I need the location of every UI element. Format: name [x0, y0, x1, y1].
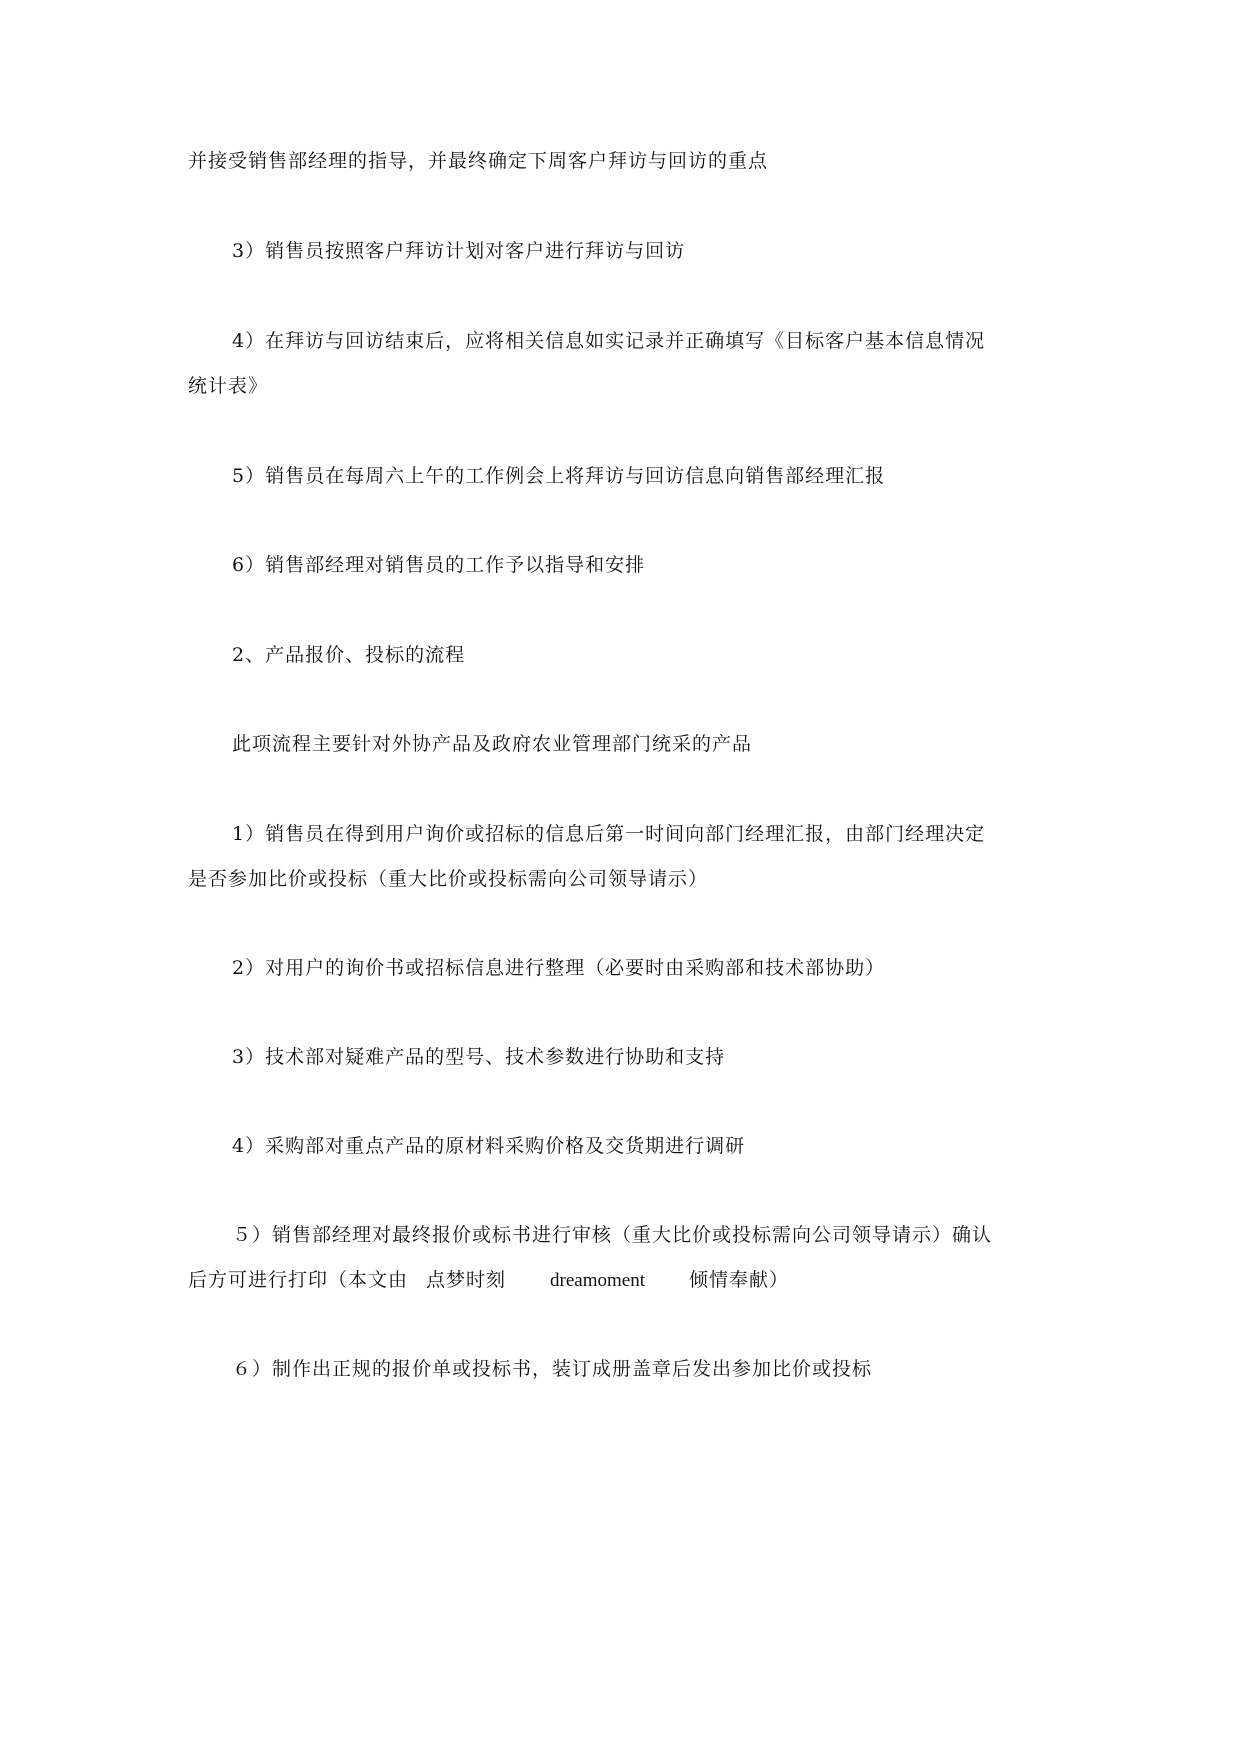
paragraph-line: ５）销售部经理对最终报价或标书进行审核（重大比价或投标需向公司领导请示）确认 — [232, 1224, 993, 1246]
paragraph-line: 6）销售部经理对销售员的工作予以指导和安排 — [232, 554, 646, 576]
paragraph-line: 1）销售员在得到用户询价或招标的信息后第一时间向部门经理汇报，由部门经理决定 — [232, 823, 986, 845]
paragraph-line: 3）销售员按照客户拜访计划对客户进行拜访与回访 — [232, 240, 686, 262]
credit-line — [188, 1267, 789, 1294]
credit-suffix: 倾情奉献） — [689, 1269, 790, 1291]
credit-author-en: dreamoment — [550, 1270, 645, 1291]
paragraph-line: 3）技术部对疑难产品的型号、技术参数进行协助和支持 — [232, 1046, 726, 1068]
paragraph-line: 2）对用户的询价书或招标信息进行整理（必要时由采购部和技术部协助） — [232, 957, 886, 979]
paragraph-line: 4）采购部对重点产品的原材料采购价格及交货期进行调研 — [232, 1135, 746, 1157]
credit-author-cn: 点梦时刻 — [426, 1269, 507, 1291]
section-heading: 2、产品报价、投标的流程 — [232, 644, 466, 666]
paragraph-line: 统计表》 — [188, 375, 269, 397]
paragraph-line: 并接受销售部经理的指导，并最终确定下周客户拜访与回访的重点 — [188, 150, 769, 172]
paragraph-line: 此项流程主要针对外协产品及政府农业管理部门统采的产品 — [232, 733, 753, 755]
credit-prefix: 后方可进行打印（本文由 — [188, 1269, 409, 1291]
paragraph-line: 是否参加比价或投标（重大比价或投标需向公司领导请示） — [188, 868, 709, 890]
paragraph-line: 4）在拜访与回访结束后，应将相关信息如实记录并正确填写《目标客户基本信息情况 — [232, 330, 986, 352]
paragraph-line: 5）销售员在每周六上午的工作例会上将拜访与回访信息向销售部经理汇报 — [232, 465, 886, 487]
paragraph-line: ６）制作出正规的报价单或投标书，装订成册盖章后发出参加比价或投标 — [232, 1358, 873, 1380]
